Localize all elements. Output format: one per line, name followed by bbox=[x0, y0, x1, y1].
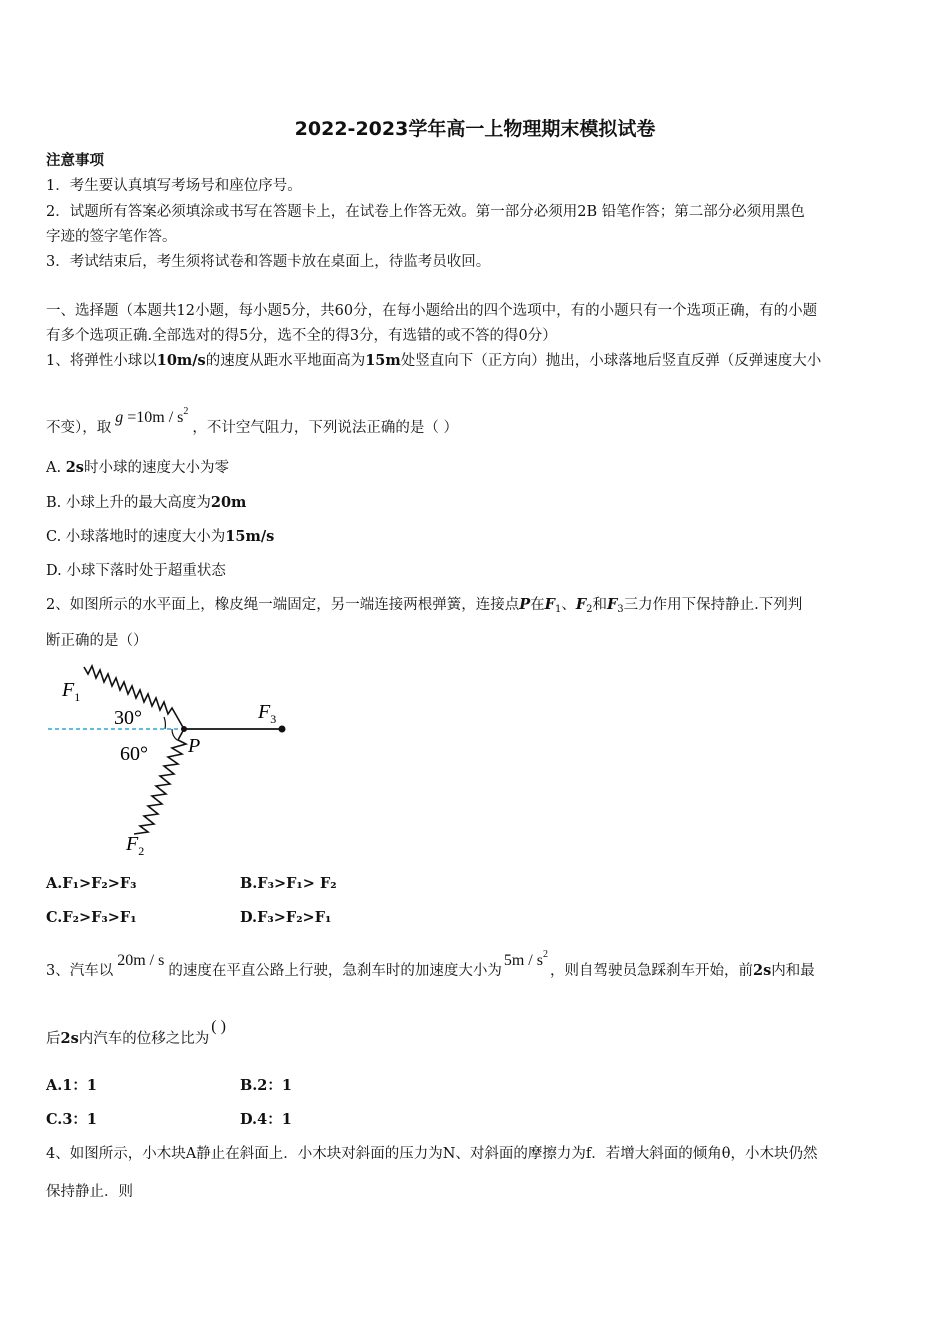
question-1-option-b[interactable]: B. 小球上升的最大高度为20m bbox=[46, 494, 247, 511]
question-3-option-a[interactable]: A.1：1 bbox=[46, 1077, 97, 1094]
notice-item-2-cont: 字迹的签字笔作答。 bbox=[46, 229, 177, 245]
notice-item-2: 2．试题所有答案必须填涂或书写在答题卡上，在试卷上作答无效。第一部分必须用2B 铅笔作答；第二部分必须用黑色 bbox=[46, 204, 805, 220]
question-3-stem-cont: 后2s内汽车的位移之比为( ) bbox=[46, 1018, 226, 1047]
label-point-p: P bbox=[188, 735, 201, 757]
notice-item-1: 1．考生要认真填写考场号和座位序号。 bbox=[46, 178, 302, 194]
gravity-formula: $g =10m / s^2$ bbox=[115, 406, 189, 426]
section-1-instructions: 一、选择题（本题共12小题，每小题5分，共60分，在每小题给出的四个选项中，有的小题只有一个选项正确，有的小题 bbox=[46, 303, 818, 319]
label-f3: $F_3$ bbox=[258, 701, 277, 726]
label-angle-30: 30° bbox=[114, 707, 142, 729]
question-1-option-c[interactable]: C. 小球落地时的速度大小为15m/s bbox=[46, 528, 275, 545]
question-4-stem-cont: 保持静止．则 bbox=[46, 1184, 133, 1200]
notice-heading: 注意事项 bbox=[46, 152, 104, 169]
question-1-stem-cont: 不变），取$g =10m / s^2$，不计空气阻力，下列说法正确的是（ ） bbox=[46, 406, 458, 436]
question-1-option-a[interactable]: A. 2s时小球的速度大小为零 bbox=[46, 459, 229, 476]
label-angle-60: 60° bbox=[120, 743, 148, 765]
section-1-instructions-cont: 有多个选项正确.全部选对的得5分，选不全的得3分，有选错的或不答的得0分） bbox=[46, 328, 557, 344]
question-2-option-d[interactable]: D.F₃>F₂>F₁ bbox=[240, 909, 332, 926]
speed-value: 20m / s bbox=[117, 952, 165, 969]
label-f2: $F_2$ bbox=[126, 833, 145, 858]
question-3-option-d[interactable]: D.4：1 bbox=[240, 1111, 292, 1128]
notice-item-3: 3．考试结束后，考生须将试卷和答题卡放在桌面上，待监考员收回。 bbox=[46, 254, 491, 270]
force-diagram bbox=[44, 660, 314, 865]
question-2-option-a[interactable]: A.F₁>F₂>F₃ bbox=[46, 875, 137, 892]
question-3-option-c[interactable]: C.3：1 bbox=[46, 1111, 98, 1128]
question-1-stem: 1、将弹性小球以10m/s的速度从距水平地面高为15m处竖直向下（正方向）抛出，小球落地后竖直反弹（反弹速度大小 bbox=[46, 352, 822, 369]
question-2-option-b[interactable]: B.F₃>F₁> F₂ bbox=[240, 875, 337, 892]
label-f1: $F_1$ bbox=[62, 679, 81, 704]
question-2-stem-cont: 断正确的是（） bbox=[46, 633, 148, 649]
question-4-stem: 4、如图所示，小木块A静止在斜面上．小木块对斜面的压力为N、对斜面的摩擦力为f．若增大斜面的倾角θ，小木块仍然 bbox=[46, 1146, 818, 1162]
page-title: 2022-2023学年高一上物理期末模拟试卷 bbox=[294, 118, 656, 140]
question-3-option-b[interactable]: B.2：1 bbox=[240, 1077, 292, 1094]
rope-end-point bbox=[279, 726, 286, 733]
question-3-stem: 3、汽车以20m / s的速度在平直公路上行驶，急刹车时的加速度大小为$5m / s^2$，则自驾驶员急踩刹车开始，前2s内和最 bbox=[46, 949, 815, 979]
question-1-option-d[interactable]: D. 小球下落时处于超重状态 bbox=[46, 563, 226, 579]
question-2-stem: 2、如图所示的水平面上，橡皮绳一端固定，另一端连接两根弹簧，连接点P在$F_1$、$F_2$和$F_3$三力作用下保持静止.下列判 bbox=[46, 596, 803, 615]
acceleration-value: $5m / s^2$ bbox=[503, 949, 548, 969]
question-2-option-c[interactable]: C.F₂>F₃>F₁ bbox=[46, 909, 137, 926]
